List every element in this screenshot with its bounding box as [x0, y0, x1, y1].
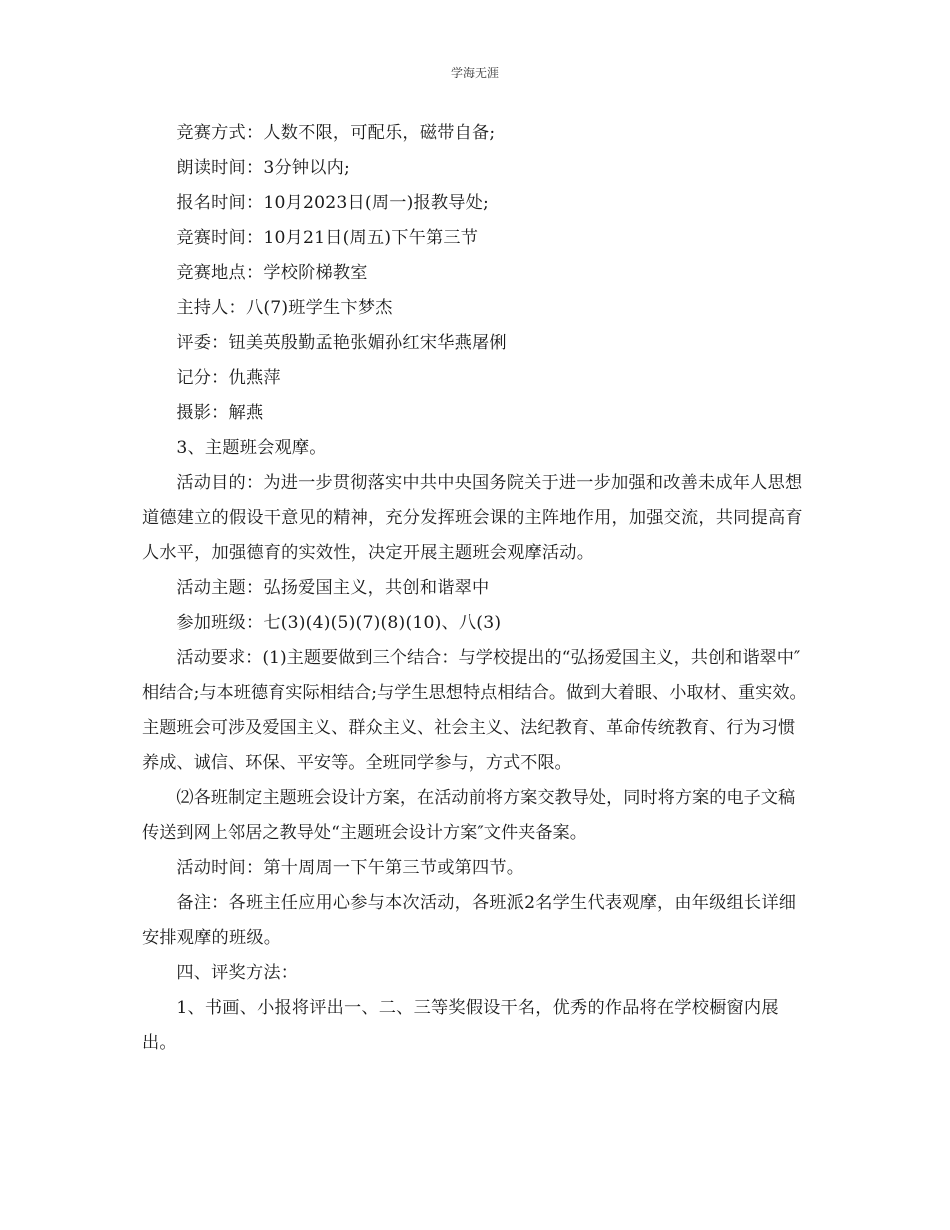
paragraph-judges: 评委：钮美英殷勤孟艳张媚孙红宋华燕屠俐 — [176, 333, 507, 353]
paragraph-activity-requirements: 活动要求：(1)主题要做到三个结合：与学校提出的“弘扬爱国主义，共创和谐翠中″相结合;与本班德育实际相结合;与学生思想特点相结合。做到大着眼、小取材、重实效。主题班会可涉及爱国主义、群众主义、社会主义、法纪教育、革命传统教育、行为习惯养成、诚信、环保、平安等。全班同学参与，方式不限。 — [142, 648, 807, 773]
paragraph-host: 主持人：八(7)班学生卞梦杰 — [176, 298, 393, 318]
paragraph-photography: 摄影：解燕 — [176, 403, 264, 423]
paragraph-competition-location: 竞赛地点：学校阶梯教室 — [176, 263, 368, 283]
paragraph-activity-purpose: 活动目的：为进一步贯彻落实中共中央国务院关于进一步加强和改善未成年人思想道德建立的假设干意见的精神，充分发挥班会课的主阵地作用，加强交流，共同提高育人水平，加强德育的实效性，决定开展主题班会观摩活动。 — [142, 473, 803, 563]
paragraph-activity-theme: 活动主题：弘扬爱国主义，共创和谐翠中 — [176, 578, 490, 598]
paragraph-participating-classes: 参加班级：七(3)(4)(5)(7)(8)(10)、八(3) — [176, 613, 502, 633]
paragraph-competition-time: 竞赛时间：10月21日(周五)下午第三节 — [176, 228, 479, 248]
paragraph-activity-time: 活动时间：第十周周一下午第三节或第四节。 — [176, 858, 525, 878]
paragraph-scorer: 记分：仇燕萍 — [176, 368, 281, 388]
paragraph-registration-time: 报名时间：10月2023日(周一)报教导处; — [176, 193, 490, 213]
page-header: 学海无涯 — [450, 66, 499, 80]
section-heading-award-method: 四、评奖方法： — [176, 963, 299, 983]
document-body — [142, 116, 812, 1061]
paragraph-design-plan: ⑵各班制定主题班会设计方案，在活动前将方案交教导处，同时将方案的电子文稿传送到网上邻居之教导处“主题班会设计方案″文件夹备案。 — [142, 788, 796, 843]
paragraph-remarks: 备注：各班主任应用心参与本次活动，各班派2名学生代表观摩，由年级组长详细安排观摩的班级。 — [142, 893, 797, 948]
paragraph-award-details: 1、书画、小报将评出一、二、三等奖假设干名，优秀的作品将在学校橱窗内展出。 — [142, 998, 779, 1053]
section-heading-class-meeting: 3、主题班会观摩。 — [176, 438, 327, 458]
paragraph-competition-format: 竞赛方式：人数不限，可配乐，磁带自备; — [176, 123, 496, 143]
paragraph-reading-time: 朗读时间：3分钟以内; — [176, 158, 351, 178]
